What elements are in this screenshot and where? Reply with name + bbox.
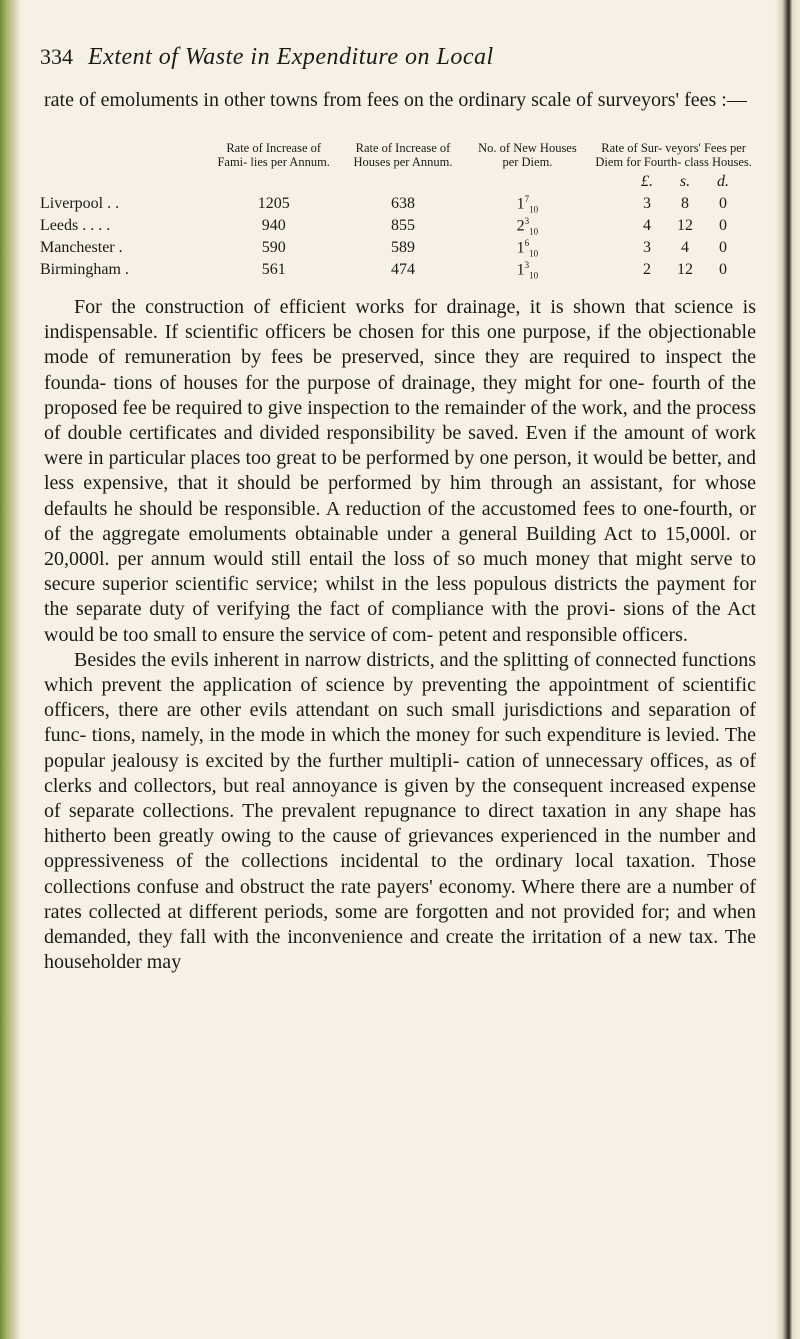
header-houses: Rate of Increase of Houses per Annum. <box>353 141 453 169</box>
fee-shillings: 12 <box>677 261 693 278</box>
town-name: Liverpool . . <box>40 195 120 212</box>
header-new-houses: No. of New Houses per Diem. <box>478 141 577 169</box>
header-families: Rate of Increase of Fami- lies per Annum. <box>217 141 330 169</box>
surveyor-fees-table <box>40 142 760 281</box>
new-houses-per-diem: $1^6_{10}$ <box>516 237 539 259</box>
body-text <box>44 295 756 975</box>
intro-text: rate of emoluments in other towns from fees on the ordinary scale of surveyors' fees :— <box>44 89 747 111</box>
paragraph: Besides the evils inherent in narrow districts, and the splitting of connected functions which prevent the application of science by preventing the appointment of scientific officers, there are other evils attendant on such small jurisdictions and separation of func- tions, namely, in the mode in which the money for such expenditure is levied. The popular jealousy is excited by the further multipli- cation of unnecessary offices, as of clerks and collectors, but real annoyance is given by the consequent increased expense of separate collections. The prevalent repugnance to direct taxation in any shape has hitherto been greatly owing to the cause of grievances experienced in the number and oppressiveness of the collections incidental to the ordinary local taxation. Those collections confuse and obstruct the rate payers' economy. Where there are a number of rates collected at different periods, some are forgotten and not provided for; and when demanded, they fall with the inconvenience and create the irritation of a new tax. The householder may <box>44 648 756 974</box>
table-row <box>40 259 760 281</box>
book-spine-edge <box>0 0 20 1339</box>
running-title: Extent of Waste in Expenditure on Local <box>88 44 494 70</box>
table-row <box>40 193 760 215</box>
town-name: Manchester . <box>40 239 123 256</box>
families-rate: 561 <box>261 261 286 278</box>
table-header-row <box>40 142 760 171</box>
fee-pence: 0 <box>719 239 727 256</box>
houses-rate: 474 <box>390 261 415 278</box>
fee-shillings: 4 <box>681 239 689 256</box>
header-fees: Rate of Sur- veyors' Fees per Diem for Fourth- class Houses. <box>595 141 752 169</box>
new-houses-per-diem: $2^3_{10}$ <box>516 215 539 237</box>
houses-rate: 855 <box>390 217 415 234</box>
running-head <box>20 44 775 74</box>
families-rate: 590 <box>261 239 286 256</box>
fee-pounds: 3 <box>643 239 651 256</box>
header-town <box>40 142 209 171</box>
book-page <box>20 0 775 1339</box>
page-number: 334 <box>40 44 73 69</box>
unit-shillings: s. <box>679 173 691 190</box>
new-houses-per-diem: $1^3_{10}$ <box>516 259 539 281</box>
houses-rate: 589 <box>390 239 415 256</box>
families-rate: 1205 <box>257 195 290 212</box>
fee-pounds: 3 <box>643 195 651 212</box>
fee-pounds: 2 <box>643 261 651 278</box>
units-row <box>40 171 760 193</box>
table-row <box>40 215 760 237</box>
book-fore-edge <box>775 0 800 1339</box>
fee-pence: 0 <box>719 217 727 234</box>
fee-pence: 0 <box>719 261 727 278</box>
fee-pounds: 4 <box>643 217 651 234</box>
new-houses-per-diem: $1^7_{10}$ <box>516 193 539 215</box>
paragraph: For the construction of efficient works for drainage, it is shown that science is indispensable. If scientific officers be chosen for this one purpose, if the objectionable mode of remuneration by fees be preserved, since they are required to inspect the founda- tions of houses for the purpose of drainage, they might for one- fourth of the proposed fee be required to give inspection to the remainder of the work, and the process of double certificates and divided responsibility be saved. Even if the amount of work were in particular places too great to be performed by one person, it would be better, and less expensive, that it should be performed by him through an assistant, for whose defaults he should be responsible. A reduction of the accustomed fees to one-fourth, or of the aggregate emoluments obtainable under a general Building Act to 15,000l. or 20,000l. per annum would still entail the loss of so much money that might serve to secure superior scientific service; whilst in the less populous districts the payment for the separate duty of verifying the fact of compliance with the provi- sions of the Act would be too small to ensure the service of com- petent and responsible officers. <box>44 296 756 646</box>
fee-shillings: 8 <box>681 195 689 212</box>
town-name: Leeds . . . . <box>40 217 111 234</box>
town-name: Birmingham . <box>40 261 129 278</box>
houses-rate: 638 <box>390 195 415 212</box>
families-rate: 940 <box>261 217 286 234</box>
unit-pence: d. <box>717 173 729 190</box>
table-row <box>40 237 760 259</box>
fee-pence: 0 <box>719 195 727 212</box>
unit-pounds: £. <box>641 173 653 190</box>
fee-shillings: 12 <box>677 217 693 234</box>
